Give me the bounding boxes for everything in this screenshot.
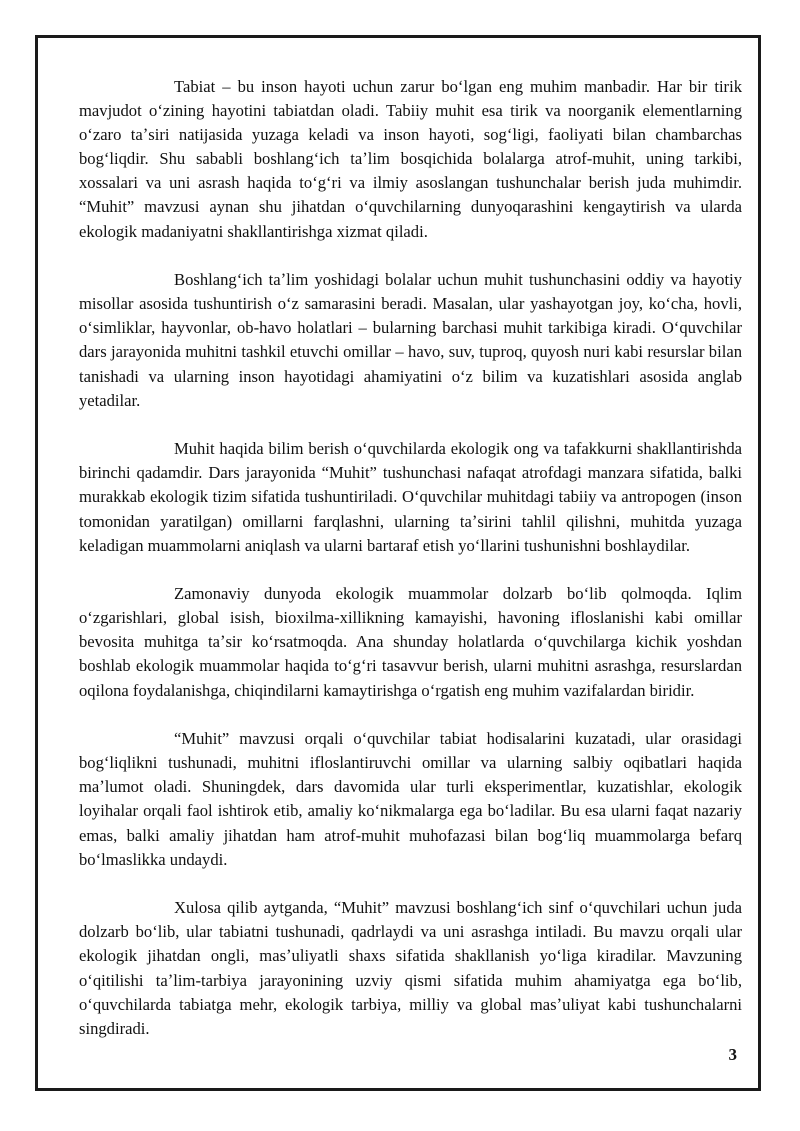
paragraph-1: Tabiat – bu inson hayoti uchun zarur boʻlgan eng muhim manbadir. Har bir tirik mavjudot oʻzining hayotini tabiatdan oladi. Tabiiy muhit esa tirik va noorganik elementlarning oʻzaro taʼsiri natijasida yuzaga keladi va inson hayoti, sogʻligi, faoliyati bilan chambarchas bogʻliqdir. Shu sababli boshlangʻich taʼlim bosqichida bolalarga atrof-muhit, uning tarkibi, xossalari va uni asrash haqida toʻgʻri va ilmiy asoslangan tushunchalar berish juda muhimdir. “Muhit” mavzusi aynan shu jihatdan oʻquvchilarning dunyoqarashini kengaytirish va ularda ekologik madaniyatni shakllantirishga xizmat qiladi. xyxy=(79,77,742,241)
paragraph-6: Xulosa qilib aytganda, “Muhit” mavzusi boshlangʻich sinf oʻquvchilari uchun juda dolzarb boʻlib, ular tabiatni tushunadi, qadrlaydi va uni asrashga intiladi. Bu mavzu orqali ular ekologik jihatdan ongli, masʼuliyatli shaxs sifatida shakllanish yoʻliga kiradilar. Mavzuning oʻqitilishi taʼlim-tarbiya jarayonining uzviy qismi sifatida muhim ahamiyatga ega boʻlib, oʻquvchilarda tabiatga mehr, ekologik tarbiya, milliy va global masʼuliyat kabi tushunchalarni singdiradi. xyxy=(79,898,742,1038)
document-body xyxy=(79,75,742,1041)
paragraph-3: Muhit haqida bilim berish oʻquvchilarda ekologik ong va tafakkurni shakllantirishda birinchi qadamdir. Dars jarayonida “Muhit” tushunchasi nafaqat atrofdagi manzara sifatida, balki murakkab ekologik tizim sifatida tushuntiriladi. Oʻquvchilar muhitdagi tabiiy va antropogen (inson tomonidan yaratilgan) omillarni farqlashni, ularning taʼsirini tahlil qilishni, muhitda yuzaga keladigan muammolarni aniqlash va ularni bartaraf etish yoʻllarini tushunishni boshlaydilar. xyxy=(79,439,742,555)
paragraph-2: Boshlangʻich taʼlim yoshidagi bolalar uchun muhit tushunchasini oddiy va hayotiy misollar asosida tushuntirish oʻz samarasini beradi. Masalan, ular yashayotgan joy, koʻcha, hovli, oʻsimliklar, hayvonlar, ob-havo holatlari – bularning barchasi muhit tarkibiga kiradi. Oʻquvchilar dars jarayonida muhitni tashkil etuvchi omillar – havo, suv, tuproq, quyosh nuri kabi resurslar bilan tanishadi va ularning inson hayotidagi ahamiyatini oʻz bilim va kuzatishlari asosida anglab yetadilar. xyxy=(79,270,742,410)
paragraph-4: Zamonaviy dunyoda ekologik muammolar dolzarb boʻlib qolmoqda. Iqlim oʻzgarishlari, global isish, bioxilma-xillikning kamayishi, havoning ifloslanishi kabi omillar bevosita muhitga taʼsir koʻrsatmoqda. Ana shunday holatlarda oʻquvchilarga kichik yoshdan boshlab ekologik muammolar haqida toʻgʻri tasavvur berish, ularni muhitni asrashga, resurslardan oqilona foydalanishga, chiqindilarni kamaytirishga oʻrgatish eng muhim vazifalardan biridir. xyxy=(79,584,742,700)
paragraph-5: “Muhit” mavzusi orqali oʻquvchilar tabiat hodisalarini kuzatadi, ular orasidagi bogʻliqlikni tushunadi, muhitni ifloslantiruvchi omillar va ularning salbiy oqibatlari haqida maʼlumot oladi. Shuningdek, dars davomida ular turli eksperimentlar, kuzatishlar, ekologik loyihalar orqali faol ishtirok etib, amaliy koʻnikmalarga ega boʻladilar. Bu esa ularni faqat nazariy emas, balki amaliy jihatdan ham atrof-muhit muhofazasi bilan bogʻliq muammolarga befarq boʻlmaslikka undaydi. xyxy=(79,729,742,869)
page-number: 3 xyxy=(728,1045,737,1064)
